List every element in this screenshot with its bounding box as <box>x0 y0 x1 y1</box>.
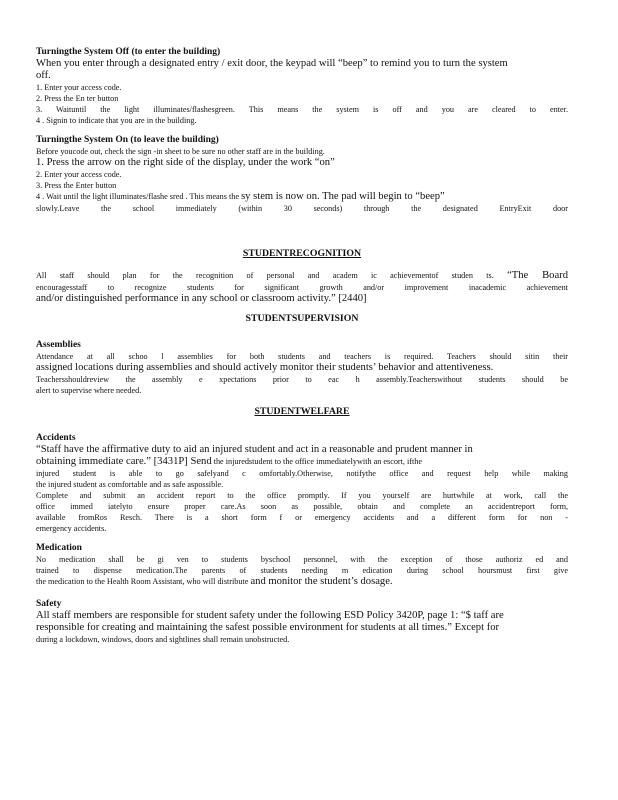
medication-heading: Medication <box>36 543 82 553</box>
safety-heading: Safety <box>36 599 62 609</box>
medication-line-3-big: and monitor the student’s dosage. <box>250 576 393 587</box>
safety-line-1: All staff members are responsible for student safety under the following ESD Policy 3420P, page 1: “$ taff are <box>36 610 504 621</box>
system-off-step-3: 3. Waituntil the light illuminates/flashesgreen. This means the system is off and you are cleared to enter. <box>36 105 568 114</box>
accidents-line-8: emergency accidents. <box>36 524 107 533</box>
welfare-title <box>36 406 568 418</box>
recognition-line-2: encouragesstaff to recognize students for significant growth and/or improvement inacademic achievement <box>36 283 568 292</box>
system-off-intro: When you enter through a designated entry / exit door, the keypad will “beep” to remind you to turn the system <box>36 58 508 69</box>
assemblies-heading: Assemblies <box>36 340 81 350</box>
system-on-step-4-cont: slowly.Leave the school immediately (within 30 seconds) through the designated EntryExit door <box>36 204 568 213</box>
accidents-line-2 <box>36 456 568 468</box>
safety-line-3: during a lockdown, windows, doors and sightlines shall remain unobstructed. <box>36 635 290 644</box>
recognition-title <box>36 248 568 260</box>
system-on-step-3: 3. Press the Enter button <box>36 181 117 190</box>
document-page <box>36 46 568 645</box>
assemblies-line-3: Teachersshouldreview the assembly e xpectations prior to eac h assembly.Teacherswithout students should be <box>36 375 568 384</box>
system-off-step-2: 2. Press the En ter button <box>36 94 119 103</box>
safety-line-2: responsible for creating and maintaining the safest possible environment for students at all times.” Except for <box>36 622 500 633</box>
recognition-title-text: STUDENTRECOGNITION <box>242 248 362 259</box>
system-on-step-4-big: sy stem is now on. The pad will begin to “beep” <box>241 191 445 202</box>
system-on-heading: Turningthe System On (to leave the building) <box>36 135 219 145</box>
assemblies-line-1: Attendance at all schoo l assemblies for both students and teachers is required. Teachers should sitin their <box>36 352 568 361</box>
accidents-line-3: injured student is able to go safelyand c omfortably.Otherwise, notifythe office and request help while making <box>36 469 568 478</box>
accidents-line-5: Complete and submit an accident report to the office promptly. If you yourself are hurtwhile at work, call the <box>36 491 568 500</box>
medication-line-3 <box>36 576 568 588</box>
recognition-line-1-big: “The Board <box>507 270 568 281</box>
medication-line-3-small: the medication to the Health Room Assistant, who will distribute <box>36 577 249 586</box>
accidents-line-4: the injured student as comfortable and as safe aspossible. <box>36 480 224 489</box>
welfare-title-text: STUDENTWELFARE <box>254 406 350 417</box>
system-off-step-1: 1. Enter your access code. <box>36 83 122 92</box>
system-on-line-1: Before youcode out, check the sign -in sheet to be sure no other staff are in the building. <box>36 147 325 156</box>
system-on-step-4 <box>36 191 568 203</box>
system-on-step-4-small: 4 . Wait until the light illuminates/flashe sred . This means the <box>36 192 240 201</box>
assemblies-line-4: alert to supervise where needed. <box>36 386 142 395</box>
supervision-title: STUDENTSUPERVISION <box>245 313 359 324</box>
system-on-step-1: 1. Press the arrow on the right side of the display, under the work “on” <box>36 157 335 168</box>
accidents-line-2-big: obtaining immediate care.” [3431P] Send <box>36 456 212 467</box>
system-off-heading: Turningthe System Off (to enter the building) <box>36 47 221 57</box>
system-off-intro-cont: off. <box>36 70 51 81</box>
assemblies-line-2: assigned locations during assemblies and should actively monitor their students’ behavior and attentiveness. <box>36 362 494 373</box>
accidents-line-1: “Staff have the affirmative duty to aid an injured student and act in a reasonable and prudent manner in <box>36 444 473 455</box>
recognition-line-1 <box>36 270 568 282</box>
medication-line-1: No medication shall be gi ven to students byschool personnel, with the exception of those authoriz ed and <box>36 555 568 564</box>
system-off-step-4: 4 . Signin to indicate that you are in the building. <box>36 116 197 125</box>
accidents-line-2-small: the injuredstudent to the office immediatelywith an escort, ifthe <box>213 457 423 466</box>
system-on-step-2: 2. Enter your access code. <box>36 170 122 179</box>
accidents-line-6: office immed iatelyto ensure proper care.As soon as possible, obtain and complete an accidentreport form, <box>36 502 568 511</box>
accidents-heading: Accidents <box>36 433 76 443</box>
recognition-line-1-small: All staff should plan for the recognition of personal and academ ic achievementof studen ts. <box>36 271 494 280</box>
medication-line-2: trained to dispense medication.The parents of students needing m edication during school hoursmust first give <box>36 566 568 575</box>
accidents-line-7: available fromRos Resch. There is a short form f or emergency accidents and a different form for non - <box>36 513 568 522</box>
recognition-line-3: and/or distinguished performance in any school or classroom activity.” [2440] <box>36 293 367 304</box>
